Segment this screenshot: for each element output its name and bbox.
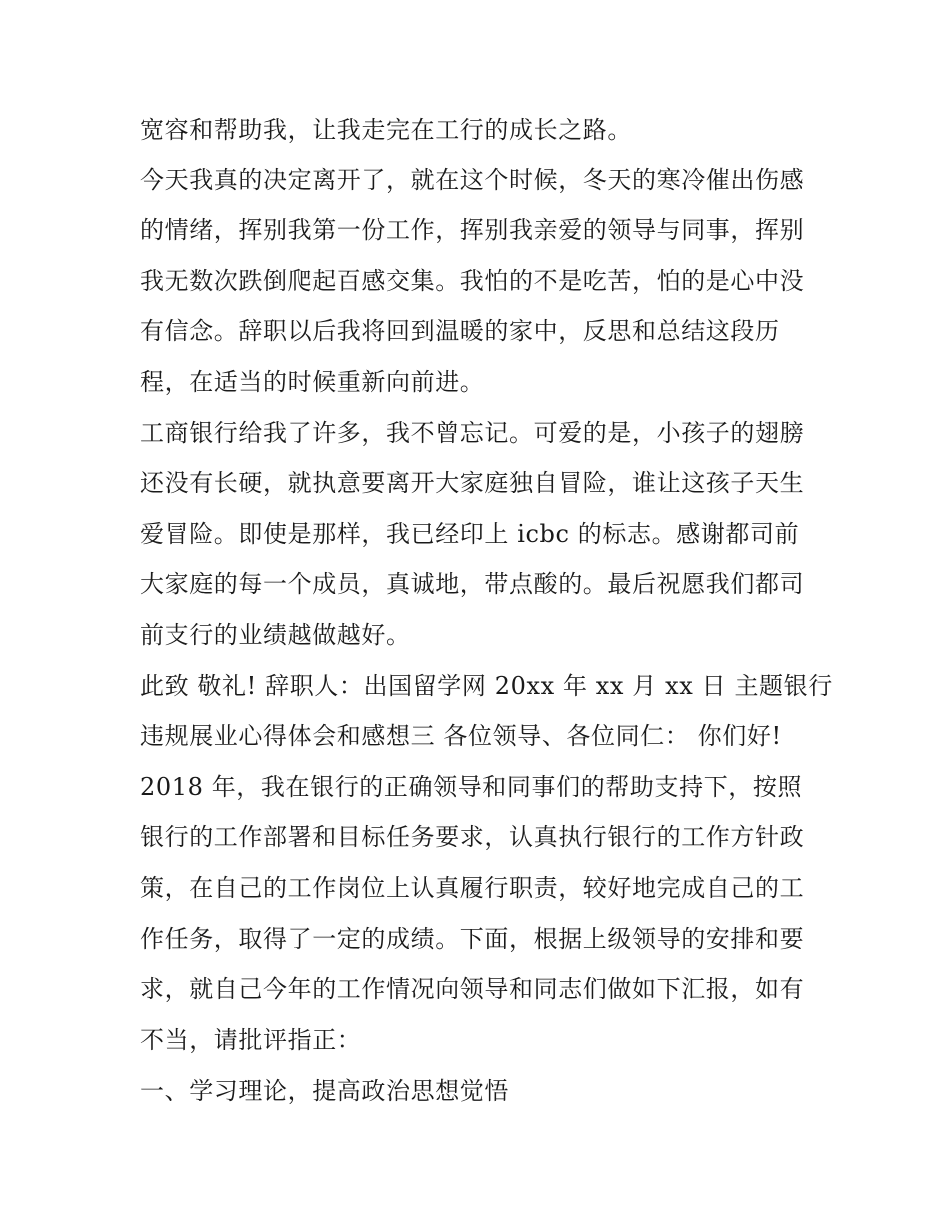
text-line: 银行的工作部署和目标任务要求，认真执行银行的工作方针政: [140, 823, 805, 851]
text-line: 宽容和帮助我，让我走完在工行的成长之路。: [140, 116, 632, 144]
text-line: 还没有长硬，就执意要离开大家庭独自冒险，谁让这孩子天生: [140, 469, 805, 497]
text-line: 我无数次跌倒爬起百感交集。我怕的不是吃苦，怕的是心中没: [140, 267, 805, 295]
text-line: 大家庭的每一个成员，真诚地，带点酸的。最后祝愿我们都司: [140, 570, 805, 598]
text-line: 2018 年，我在银行的正确领导和同事们的帮助支持下，按照: [140, 773, 803, 801]
text-line: 求，就自己今年的工作情况向领导和同志们做如下汇报，如有: [140, 975, 805, 1003]
text-line: 作任务，取得了一定的成绩。下面，根据上级领导的安排和要: [140, 925, 805, 953]
text-line: 策，在自己的工作岗位上认真履行职责，较好地完成自己的工: [140, 874, 805, 902]
text-line: 此致 敬礼! 辞职人：出国留学网 20xx 年 xx 月 xx 日 主题银行: [140, 672, 833, 700]
text-line: 违规展业心得体会和感想三 各位领导、各位同仁： 你们好!: [140, 722, 782, 750]
text-line: 前支行的业绩越做越好。: [140, 621, 411, 649]
text-line: 不当，请批评指正：: [140, 1026, 362, 1054]
text-line: 爱冒险。即使是那样，我已经印上 icbc 的标志。感谢都司前: [140, 520, 800, 548]
text-line: 工商银行给我了许多，我不曾忘记。可爱的是，小孩子的翅膀: [140, 419, 805, 447]
text-line: 今天我真的决定离开了，就在这个时候，冬天的寒冷催出伤感: [140, 166, 805, 194]
text-line: 有信念。辞职以后我将回到温暖的家中，反思和总结这段历: [140, 317, 780, 345]
text-line: 程，在适当的时候重新向前进。: [140, 368, 485, 396]
text-line: 的情绪，挥别我第一份工作，挥别我亲爱的领导与同事，挥别: [140, 216, 805, 244]
section-heading: 一、学习理论，提高政治思想觉悟: [140, 1077, 509, 1105]
